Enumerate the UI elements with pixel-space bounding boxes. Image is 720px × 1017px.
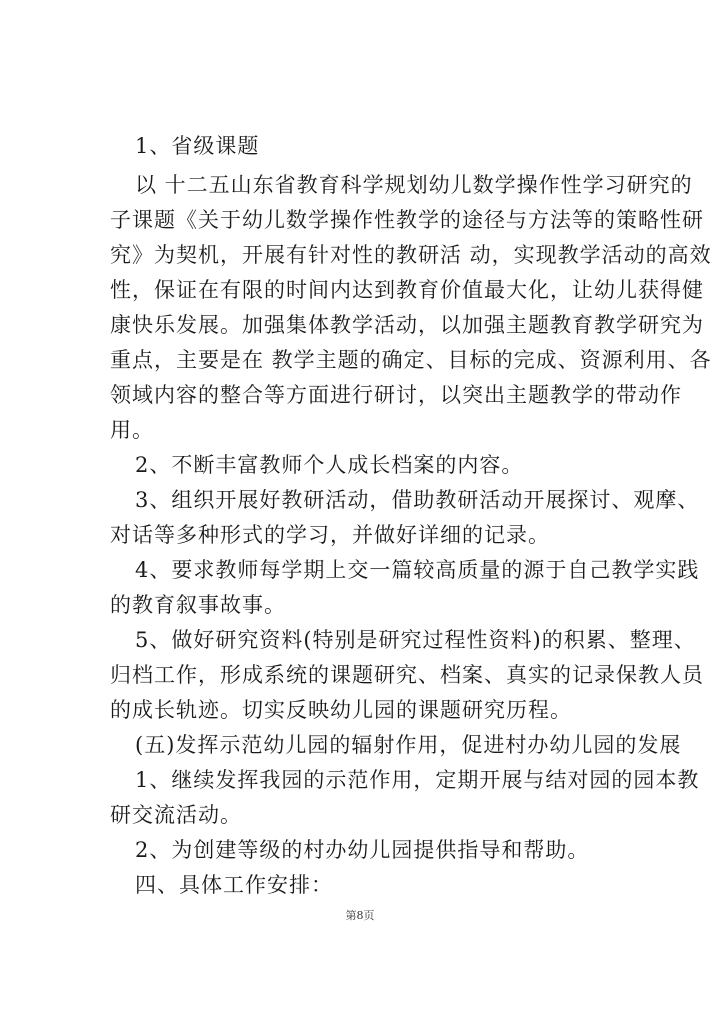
- text-line: 的成长轨迹。切实反映幼儿园的课题研究历程。: [110, 698, 572, 722]
- text-line: 1、继续发挥我园的示范作用，定期开展与结对园的园本教: [135, 768, 700, 792]
- text-line: 子课题《关于幼儿数学操作性教学的途径与方法等的策略性研: [110, 208, 704, 232]
- text-line: 究》为契机，开展有针对性的教研活 动，实现教学活动的高效: [110, 243, 712, 267]
- text-line: 用。: [110, 418, 154, 442]
- text-line: 康快乐发展。加强集体教学活动，以加强主题教育教学研究为: [110, 313, 704, 337]
- text-line: 4、要求教师每学期上交一篇较高质量的源于自己教学实践: [135, 558, 700, 582]
- text-line: 2、为创建等级的村办幼儿园提供指导和帮助。: [135, 838, 590, 862]
- page-number: 第8页: [345, 909, 375, 922]
- text-line: 2、不断丰富教师个人成长档案的内容。: [135, 453, 524, 477]
- text-line: 归档工作，形成系统的课题研究、档案、真实的记录保教人员: [110, 663, 704, 687]
- text-line: 以 十二五山东省教育科学规划幼儿数学操作性学习研究的: [135, 173, 693, 197]
- section-heading: (五)发挥示范幼儿园的辐射作用，促进村办幼儿园的发展: [135, 733, 682, 757]
- text-line: 性，保证在有限的时间内达到教育价值最大化，让幼儿获得健: [110, 278, 704, 302]
- section-heading: 四、具体工作安排：: [135, 873, 333, 897]
- text-line: 领域内容的整合等方面进行研讨，以突出主题教学的带动作: [110, 383, 682, 407]
- text-line: 1、省级课题: [135, 134, 260, 158]
- text-line: 的教育叙事故事。: [110, 593, 286, 617]
- text-line: 对话等多种形式的学习，并做好详细的记录。: [110, 523, 550, 547]
- text-line: 3、组织开展好教研活动，借助教研活动开展探讨、观摩、: [135, 488, 700, 512]
- text-line: 研交流活动。: [110, 803, 242, 827]
- text-line: 5、做好研究资料(特别是研究过程性资料)的积累、整理、: [135, 628, 696, 652]
- text-line: 重点，主要是在 教学主题的确定、目标的完成、资源利用、各: [110, 348, 712, 372]
